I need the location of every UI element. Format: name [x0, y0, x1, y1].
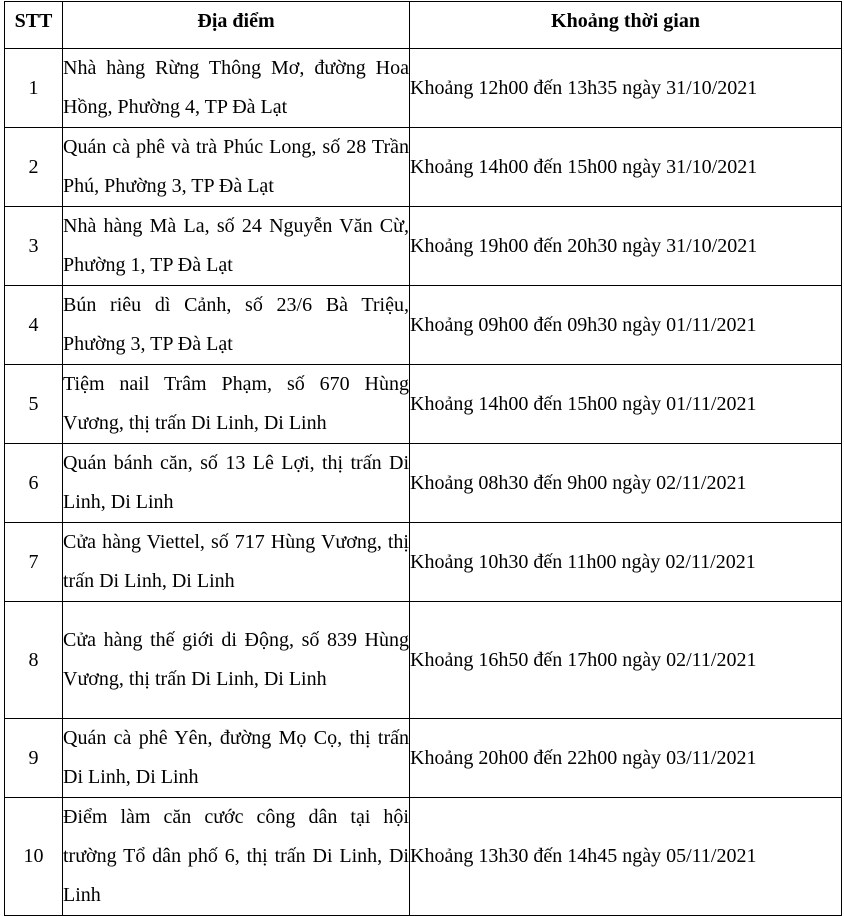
row-time: Khoảng 12h00 đến 13h35 ngày 31/10/2021	[410, 49, 842, 128]
table-row	[5, 286, 842, 365]
table-row	[5, 128, 842, 207]
header-row	[5, 2, 842, 49]
row-stt: 10	[5, 798, 63, 916]
row-time: Khoảng 19h00 đến 20h30 ngày 31/10/2021	[410, 207, 842, 286]
table-row	[5, 719, 842, 798]
row-location: Nhà hàng Mà La, số 24 Nguyễn Văn Cừ, Phường 1, TP Đà Lạt	[63, 207, 410, 286]
row-time: Khoảng 16h50 đến 17h00 ngày 02/11/2021	[410, 602, 842, 719]
row-stt: 4	[5, 286, 63, 365]
header-location: Địa điểm	[63, 2, 410, 49]
row-time: Khoảng 10h30 đến 11h00 ngày 02/11/2021	[410, 523, 842, 602]
table-row	[5, 602, 842, 719]
row-stt: 2	[5, 128, 63, 207]
row-stt: 8	[5, 602, 63, 719]
row-stt: 9	[5, 719, 63, 798]
table-row	[5, 365, 842, 444]
row-location: Quán cà phê Yên, đường Mọ Cọ, thị trấn Di Linh, Di Linh	[63, 719, 410, 798]
row-time: Khoảng 14h00 đến 15h00 ngày 01/11/2021	[410, 365, 842, 444]
row-location: Điểm làm căn cước công dân tại hội trường Tổ dân phố 6, thị trấn Di Linh, Di Linh	[63, 798, 410, 916]
header-stt: STT	[5, 2, 63, 49]
row-stt: 7	[5, 523, 63, 602]
table-row	[5, 523, 842, 602]
row-location: Bún riêu dì Cảnh, số 23/6 Bà Triệu, Phường 3, TP Đà Lạt	[63, 286, 410, 365]
row-location: Nhà hàng Rừng Thông Mơ, đường Hoa Hồng, Phường 4, TP Đà Lạt	[63, 49, 410, 128]
row-location: Quán bánh căn, số 13 Lê Lợi, thị trấn Di Linh, Di Linh	[63, 444, 410, 523]
row-stt: 1	[5, 49, 63, 128]
row-time: Khoảng 14h00 đến 15h00 ngày 31/10/2021	[410, 128, 842, 207]
row-time: Khoảng 08h30 đến 9h00 ngày 02/11/2021	[410, 444, 842, 523]
row-stt: 5	[5, 365, 63, 444]
table-row	[5, 798, 842, 916]
table-row	[5, 49, 842, 128]
row-location: Quán cà phê và trà Phúc Long, số 28 Trần Phú, Phường 3, TP Đà Lạt	[63, 128, 410, 207]
table-row	[5, 207, 842, 286]
row-location: Cửa hàng thế giới di Động, số 839 Hùng Vương, thị trấn Di Linh, Di Linh	[63, 602, 410, 719]
row-time: Khoảng 20h00 đến 22h00 ngày 03/11/2021	[410, 719, 842, 798]
row-stt: 3	[5, 207, 63, 286]
row-stt: 6	[5, 444, 63, 523]
row-location: Tiệm nail Trâm Phạm, số 670 Hùng Vương, thị trấn Di Linh, Di Linh	[63, 365, 410, 444]
table-row	[5, 444, 842, 523]
row-time: Khoảng 09h00 đến 09h30 ngày 01/11/2021	[410, 286, 842, 365]
row-time: Khoảng 13h30 đến 14h45 ngày 05/11/2021	[410, 798, 842, 916]
header-time: Khoảng thời gian	[410, 2, 842, 49]
schedule-table	[4, 1, 842, 916]
row-location: Cửa hàng Viettel, số 717 Hùng Vương, thị trấn Di Linh, Di Linh	[63, 523, 410, 602]
